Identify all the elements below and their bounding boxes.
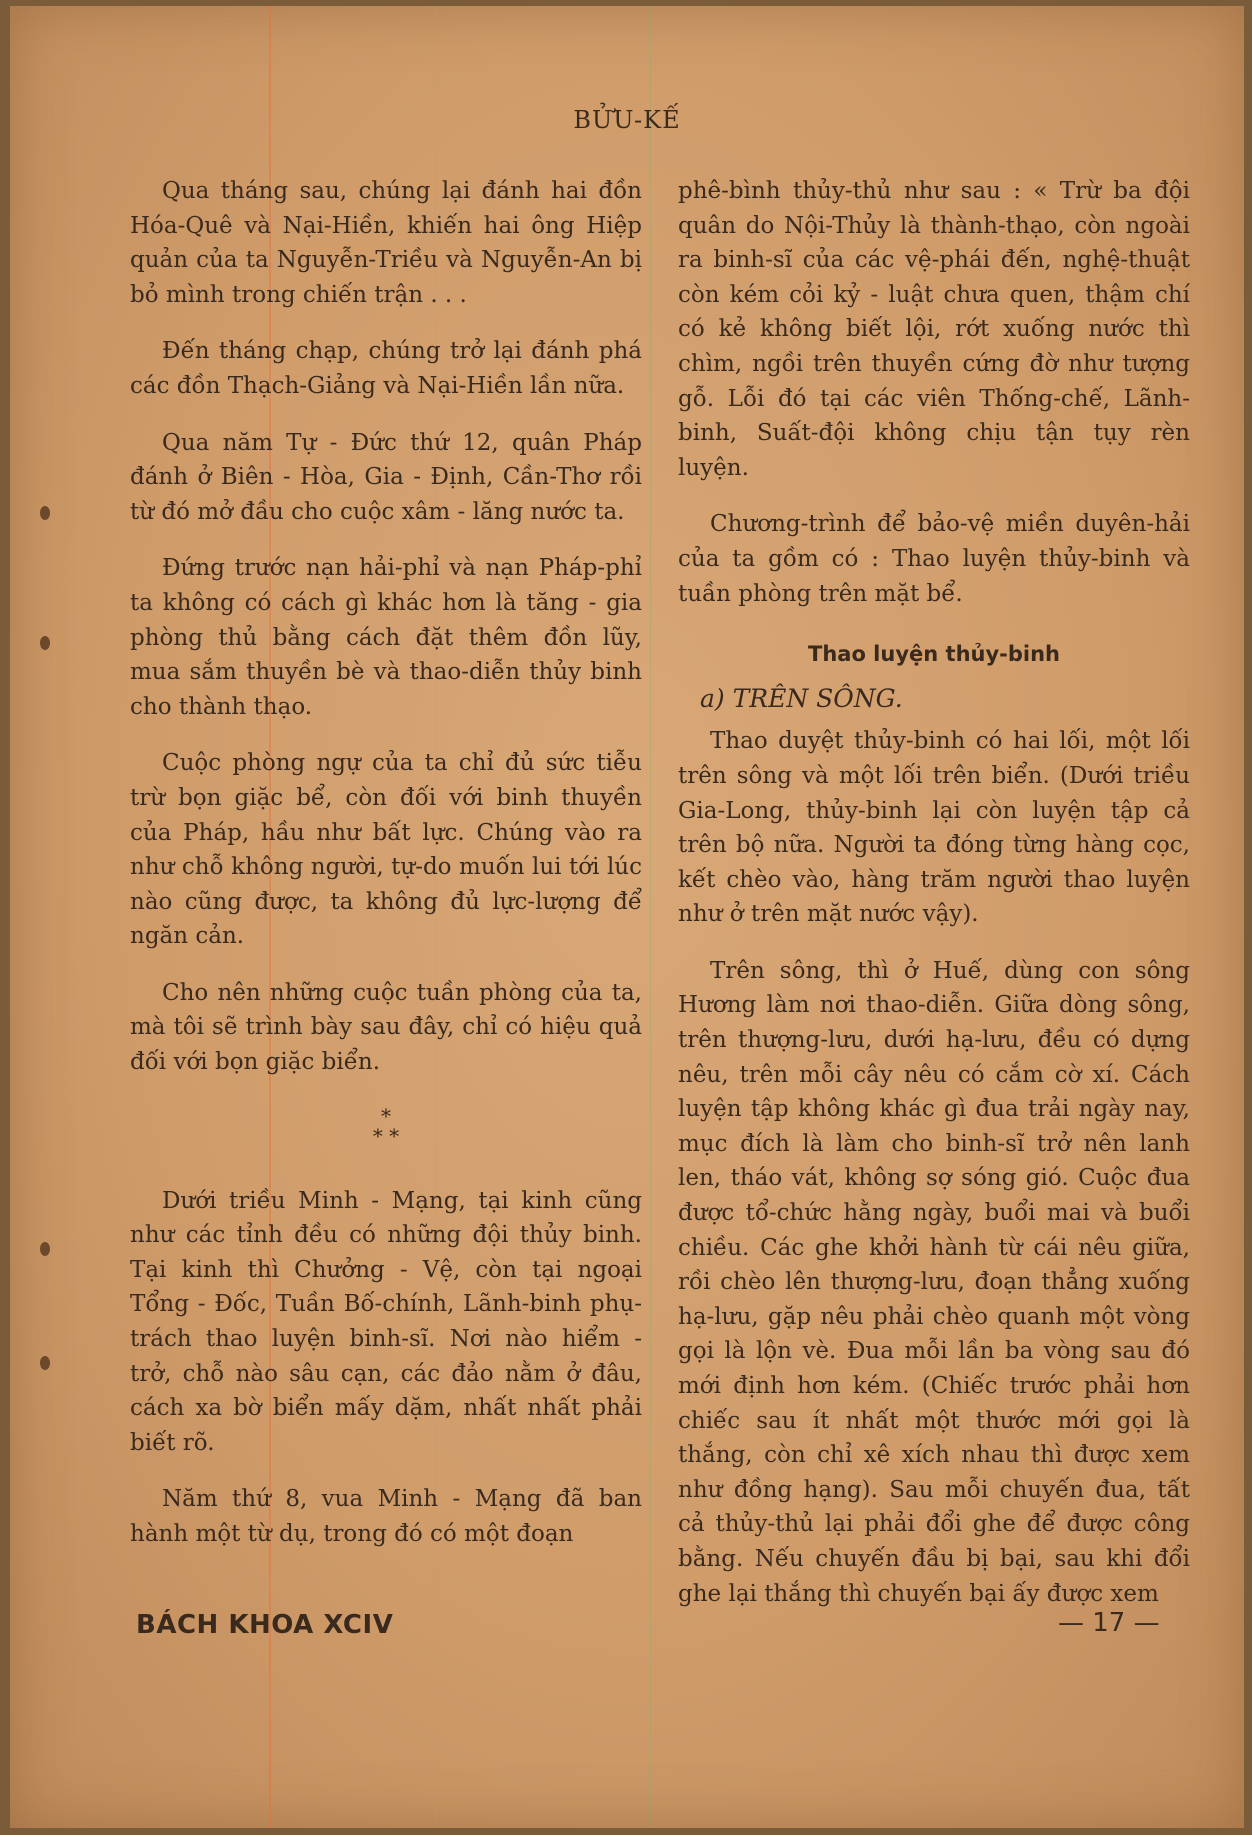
left-column (130, 174, 642, 1574)
publication-footer: BÁCH KHOA XCIV (136, 1610, 394, 1640)
paragraph: Trên sông, thì ở Huế, dùng con sông Hương làm nơi thao-diễn. Giữa dòng sông, trên thượng-lưu, dưới hạ-lưu, đều có dựng nêu, trên mỗi cây nêu có cắm cờ xí. Cách luyện tập không khác gì đua trải ngày nay, mục đích là làm cho binh-sĩ trở nên lanh len, tháo vát, không sợ sóng gió. Cuộc đua được tổ-chức hằng ngày, buổi mai và buổi chiều. Các ghe khởi hành từ cái nêu giữa, rồi chèo lên thượng-lưu, đoạn thẳng xuống hạ-lưu, gặp nêu phải chèo quanh một vòng gọi là lộn vè. Đua mỗi lần ba vòng sau đó mới định hơn kém. (Chiếc trước phải hơn chiếc sau ít nhất một thước mới gọi là thắng, còn chỉ xê xích nhau thì được xem như đồng hạng). Sau mỗi chuyến đua, tất cả thủy-thủ lại phải đổi ghe để được công bằng. Nếu chuyến đầu bị bại, sau khi đổi ghe lại thắng thì chuyến bại ấy được xem (678, 957, 1190, 1607)
paragraph: Dưới triều Minh - Mạng, tại kinh cũng như các tỉnh đều có những đội thủy binh. Tại kinh thì Chưởng - Vệ, còn tại ngoại Tổng - Đốc, Tuần Bố-chính, Lãnh-binh phụ-trách thao luyện binh-sĩ. Nơi nào hiểm - trở, chỗ nào sâu cạn, các đảo nằm ở đâu, cách xa bờ biển mấy dặm, nhất nhất phải biết rõ. (130, 1187, 642, 1456)
page-number: — 17 — (1058, 1608, 1160, 1638)
binding-hole (40, 1356, 50, 1370)
paragraph: Đến tháng chạp, chúng trở lại đánh phá các đồn Thạch-Giảng và Nại-Hiền lần nữa. (130, 338, 642, 399)
paragraph: Qua năm Tự - Đức thứ 12, quân Pháp đánh ở Biên - Hòa, Gia - Định, Cần-Thơ rồi từ đó mở đầu cho cuộc xâm - lăng nước ta. (130, 429, 642, 525)
binding-hole (40, 506, 50, 520)
scanned-page (10, 6, 1244, 1828)
paragraph: Thao duyệt thủy-binh có hai lối, một lối trên sông và một lối trên biển. (Dưới triều Gia-Long, thủy-binh lại còn luyện tập cả trên bộ nữa. Người ta đóng từng hàng cọc, kết chèo vào, hàng trăm người thao luyện như ở trên mặt nước vậy). (678, 728, 1190, 928)
paragraph: Đứng trước nạn hải-phỉ và nạn Pháp-phỉ ta không có cách gì khác hơn là tăng - gia phòng thủ bằng cách đặt thêm đồn lũy, mua sắm thuyền bè và thao-diễn thủy binh cho thành thạo. (130, 555, 642, 720)
paragraph: Chương-trình để bảo-vệ miền duyên-hải của ta gồm có : Thao luyện thủy-binh và tuần phòng trên mặt bể. (678, 511, 1190, 607)
section-title: Thao luyện thủy-binh (808, 642, 1060, 667)
paragraph: Năm thứ 8, vua Minh - Mạng đã ban hành một từ dụ, trong đó có một đoạn (130, 1486, 642, 1547)
paragraph: Cuộc phòng ngự của ta chỉ đủ sức tiễu trừ bọn giặc bể, còn đối với binh thuyền của Pháp, hầu như bất lực. Chúng vào ra như chỗ không người, tự-do muốn lui tới lúc nào cũng được, ta không đủ lực-lượng để ngăn cản. (130, 750, 642, 950)
binding-hole (40, 636, 50, 650)
paragraph: Cho nên những cuộc tuần phòng của ta, mà tôi sẽ trình bày sau đây, chỉ có hiệu quả đối với bọn giặc biển. (130, 979, 642, 1076)
binding-hole (40, 1242, 50, 1256)
right-column (678, 174, 1190, 1633)
running-head: BỬU-KẾ (573, 106, 681, 134)
scan-artifact-line (650, 6, 651, 1828)
paragraph: phê-bình thủy-thủ như sau : « Trừ ba đội quân do Nội-Thủy là thành-thạo, còn ngoài ra binh-sĩ của các vệ-phái đến, nghệ-thuật còn kém cỏi kỷ - luật chưa quen, thậm chí có kẻ không biết lội, rớt xuống nước thì chìm, ngồi trên thuyền cứng đờ như tượng gỗ. Lỗi đó tại các viên Thống-chế, Lãnh-binh, Suất-đội không chịu tận tụy rèn luyện. (678, 178, 1190, 481)
sub-title: a) TRÊN SÔNG. (700, 683, 903, 713)
section-separator: * * * (372, 1103, 400, 1148)
paragraph: Qua tháng sau, chúng lại đánh hai đồn Hóa-Quê và Nại-Hiền, khiến hai ông Hiệp quản của ta Nguyễn-Triều và Nguyễn-An bị bỏ mình trong chiến trận . . . (130, 178, 642, 308)
